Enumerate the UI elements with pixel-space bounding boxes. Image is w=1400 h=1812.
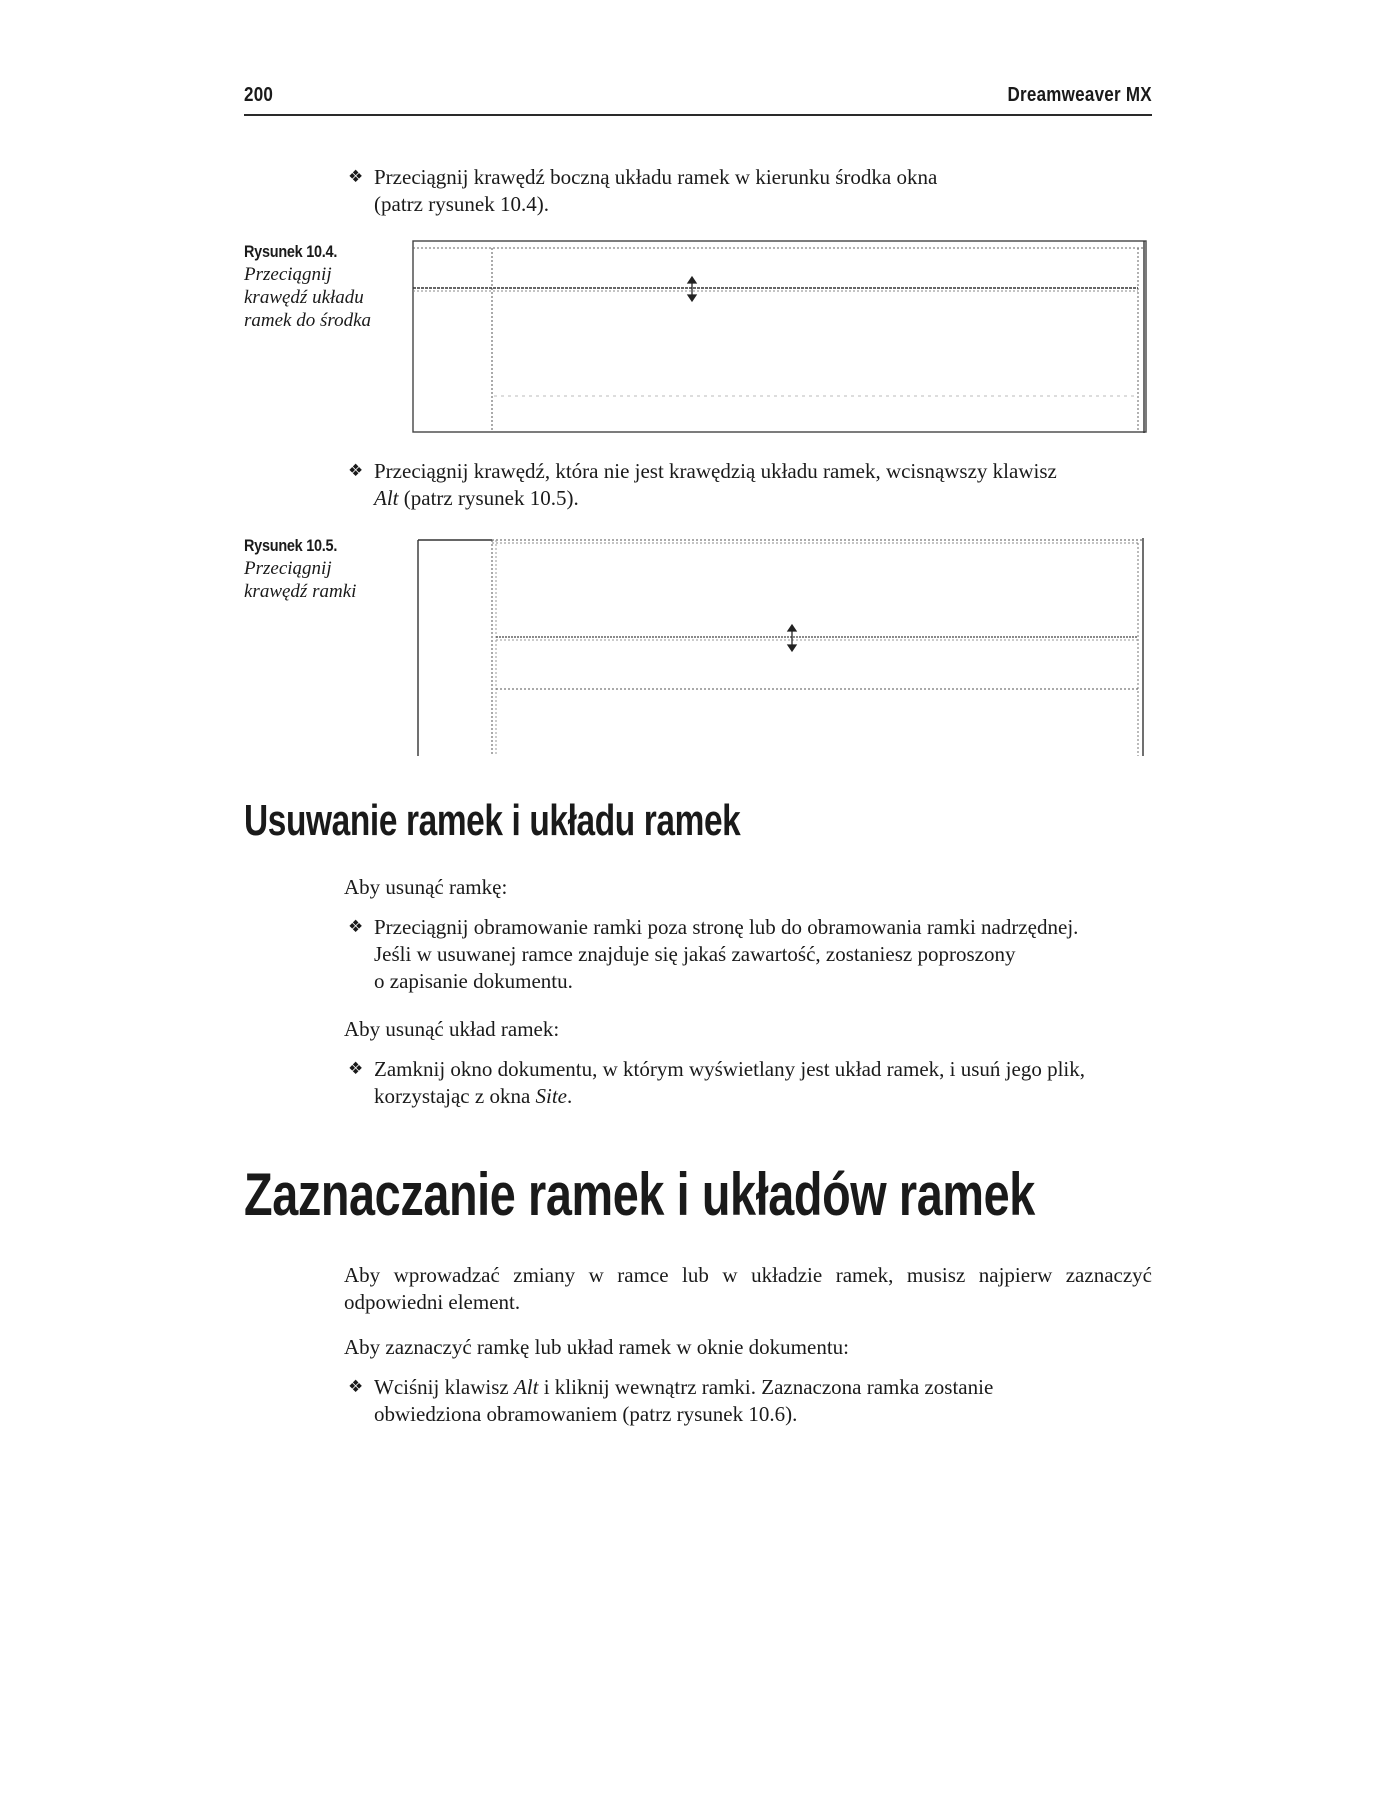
bullet-line: Jeśli w usuwanej ramce znajduje się jakaś zawartość, zostaniesz poproszony [374,942,1016,966]
page-number: 200 [244,84,274,106]
caption-line: Przeciągnij [244,558,332,579]
resize-cursor-icon [688,277,696,301]
caption-line: krawędź ramki [244,581,357,602]
caption-line: ramek do środka [244,310,371,331]
caption-line: krawędź układu [244,287,364,308]
running-title: Dreamweaver MX [1007,84,1152,106]
bullet-select-frame [348,1374,1168,1430]
figure-label: Rysunek 10.5. [244,536,338,555]
bullet-line: Alt (patrz rysunek 10.5). [374,486,579,510]
figure-caption-10-5 [244,534,394,603]
paragraph-line: Aby wprowadzać zmiany w ramce lub w układzie ramek, musisz najpierw zaznaczyć [344,1263,1152,1287]
figure-10-5-frameset [412,536,1148,758]
bullet-line: Zamknij okno dokumentu, w którym wyświetlany jest układ ramek, i usuń jego plik, [374,1057,1085,1081]
bullet-line: o zapisanie dokumentu. [374,969,573,993]
caption-line: Przeciągnij [244,264,332,285]
bullet-drag-inner-edge [348,458,1168,514]
key-name: Alt [374,486,399,510]
key-name: Alt [513,1375,539,1399]
bullet-line: (patrz rysunek 10.4). [374,192,549,216]
bullet-line: obwiedziona obramowaniem (patrz rysunek 10.6). [374,1402,798,1426]
bullet-diamond-icon: ❖ [348,917,364,937]
frame-diagram [412,536,1148,758]
intro-remove-frame: Aby usunąć ramkę: [344,875,508,899]
bullet-diamond-icon: ❖ [348,1059,364,1079]
bullet-line: Przeciągnij obramowanie ramki poza stronę lub do obramowania ramki nadrzędnej. [374,915,1079,939]
intro-select-frame: Aby zaznaczyć ramkę lub układ ramek w oknie dokumentu: [344,1335,849,1359]
bullet-diamond-icon: ❖ [348,167,364,187]
paragraph-line: odpowiedni element. [344,1290,521,1314]
paragraph-selecting-intro [344,1262,1152,1316]
window-name: Site [535,1084,568,1108]
bullet-line: Wciśnij klawisz Alt i kliknij wewnątrz ramki. Zaznaczona ramka zostanie [374,1375,994,1399]
bullet-diamond-icon: ❖ [348,461,364,481]
bullet-remove-frame [348,914,1168,998]
figure-caption-10-4 [244,240,394,332]
figure-label: Rysunek 10.4. [244,242,338,261]
section-heading-removing-frames: Usuwanie ramek i układu ramek [244,796,741,845]
bullet-remove-frameset [348,1056,1168,1112]
figure-10-4-frameset [412,240,1148,434]
intro-remove-frameset: Aby usunąć układ ramek: [344,1017,560,1041]
bullet-drag-side-edge [348,164,1148,220]
resize-cursor-icon [788,625,796,651]
bullet-line: korzystając z okna Site. [374,1084,573,1108]
running-header [244,84,1152,116]
bullet-diamond-icon: ❖ [348,1377,364,1397]
section-heading-selecting-frames: Zaznaczanie ramek i układów ramek [244,1161,1035,1228]
bullet-line: Przeciągnij krawędź, która nie jest krawędzią układu ramek, wcisnąwszy klawisz [374,459,1057,483]
bullet-line: Przeciągnij krawędź boczną układu ramek w kierunku środka okna [374,165,938,189]
frameset-diagram [412,240,1148,434]
